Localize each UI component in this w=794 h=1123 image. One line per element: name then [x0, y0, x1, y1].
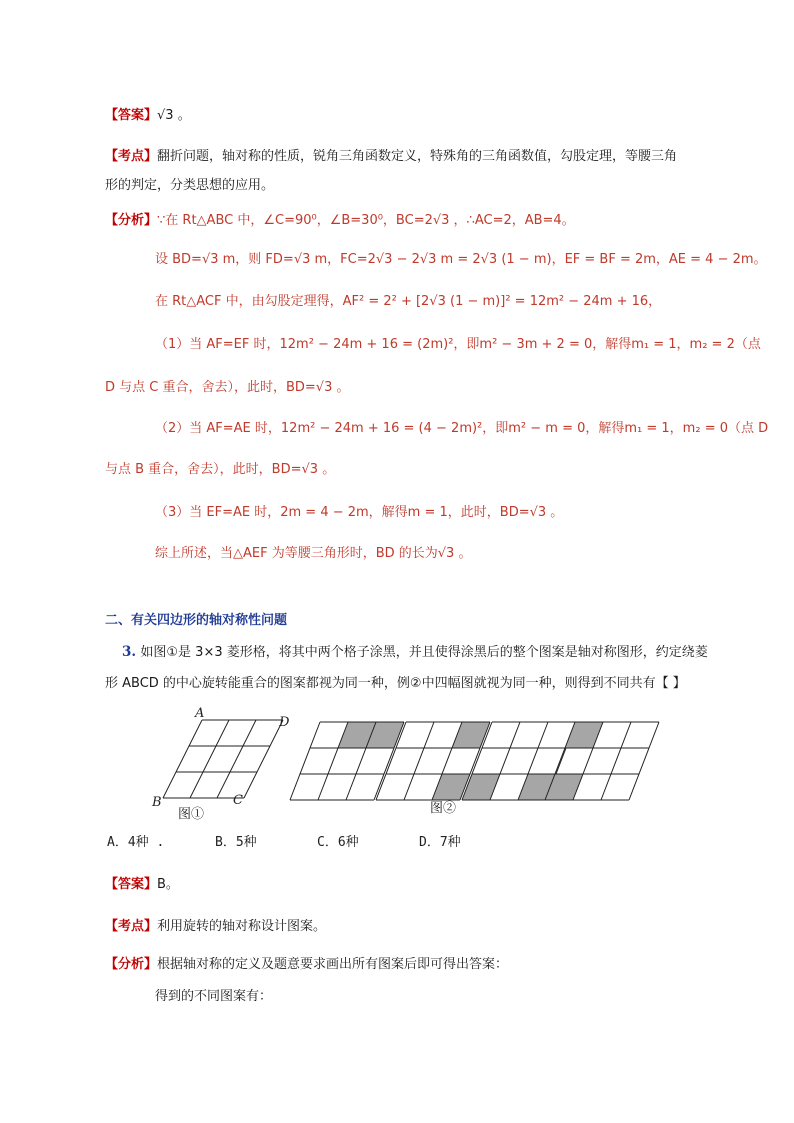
option-d: D．7种 — [419, 835, 461, 850]
question-number: 3. — [122, 644, 137, 660]
option-b: B．5种 — [215, 835, 257, 850]
label-d: D — [279, 715, 290, 730]
answer2-line — [105, 875, 179, 894]
section-title-text: 二、有关四边形的轴对称性问题 — [105, 613, 288, 628]
label-b: B — [152, 795, 162, 810]
fenxi-line-1 — [105, 211, 575, 230]
fenxi-text-9: 综上所述，当△AEF 为等腰三角形时，BD 的长为√3 。 — [155, 546, 472, 561]
option-a: A．4种 . — [107, 835, 165, 850]
fenxi-text-6: （2）当 AF=AE 时，12m² − 24m + 16 = (4 − 2m)²，即m² − m = 0，解得m₁ = 1，m₂ = 0（点 D — [155, 421, 769, 436]
grid-figure-1 — [163, 720, 283, 798]
grid-figure-2d — [545, 722, 659, 800]
question-text-1: 如图①是 3×3 菱形格，将其中两个格子涂黑，并且使得涂黑后的整个图案是轴对称图形，约定绕菱 — [140, 645, 708, 660]
fenxi2-text-2: 得到的不同图案有： — [155, 989, 273, 1004]
kaodian-text-2: 形的判定，分类思想的应用。 — [105, 178, 275, 193]
answer-line — [105, 106, 191, 125]
grid-line — [290, 722, 320, 800]
fenxi-text-5: D 与点 C 重合，舍去），此时，BD=√3 。 — [105, 380, 350, 395]
fenxi-text-3: 在 Rt△ACF 中，由勾股定理得，AF² = 2² + [2√3 (1 − m)]² = 12m² − 24m + 16， — [155, 294, 662, 309]
fenxi-line-8 — [155, 503, 563, 522]
grid-line — [318, 722, 348, 800]
fenxi2-line-2 — [155, 987, 272, 1006]
caption-1: 图① — [178, 807, 205, 822]
fenxi-tag: 【分析】 — [105, 213, 158, 228]
fenxi-line-7 — [105, 460, 335, 479]
label-c: C — [233, 793, 243, 808]
figure-2-grids — [290, 722, 659, 800]
kaodian2-tag: 【考点】 — [105, 919, 158, 934]
fenxi2-text: 根据轴对称的定义及题意要求画出所有图案后即可得出答案： — [157, 957, 509, 972]
question-text-2: 形 ABCD 的中心旋转能重合的图案都视为同一种，例②中四幅图就视为同一种，则得到不同共有【 】 — [105, 676, 686, 691]
fenxi-line-3 — [155, 292, 661, 311]
fenxi-text-1: ∵在 Rt△ABC 中，∠C=90⁰，∠B=30⁰，BC=2√3 ，∴AC=2，AB=4。 — [157, 213, 575, 228]
fenxi2-tag: 【分析】 — [105, 957, 158, 972]
question-line-2 — [105, 674, 686, 693]
kaodian-text-1: 翻折问题，轴对称的性质，锐角三角函数定义，特殊角的三角函数值，勾股定理，等腰三角 — [157, 149, 678, 164]
fenxi-line-4 — [155, 335, 761, 354]
kaodian-tag: 【考点】 — [105, 149, 158, 164]
shaded-cell — [452, 722, 490, 748]
section-title — [105, 611, 287, 630]
grid-figure-2a — [290, 722, 404, 800]
fenxi-line-6 — [155, 419, 768, 438]
figure-1-grid — [163, 720, 283, 798]
answer2-text: B。 — [157, 877, 179, 892]
fenxi2-line — [105, 955, 508, 974]
answer2-tag: 【答案】 — [105, 877, 158, 892]
fenxi-text-7: 与点 B 重合，舍去），此时，BD=√3 。 — [105, 462, 336, 477]
kaodian-line-1 — [105, 147, 677, 166]
fenxi-text-2: 设 BD=√3 m，则 FD=√3 m，FC=2√3 − 2√3 m = 2√3 (1 − m)，EF = BF = 2m，AE = 4 − 2m。 — [155, 252, 767, 267]
kaodian-line-2 — [105, 176, 274, 195]
options-row — [107, 833, 461, 852]
grid-line — [601, 722, 631, 800]
grid-line — [629, 722, 659, 800]
answer-text: √3 。 — [157, 108, 191, 123]
grid-line — [490, 722, 520, 800]
fenxi-text-8: （3）当 EF=AE 时，2m = 4 − 2m，解得m = 1，此时，BD=√3 。 — [155, 505, 564, 520]
kaodian2-text: 利用旋转的轴对称设计图案。 — [157, 919, 327, 934]
answer-tag: 【答案】 — [105, 108, 158, 123]
rhombus-grid-figure — [0, 700, 794, 840]
kaodian2-line — [105, 917, 326, 936]
grid-line — [404, 722, 434, 800]
caption-2: 图② — [430, 801, 457, 816]
fenxi-line-9 — [155, 544, 471, 563]
question-line-1 — [122, 643, 708, 662]
fenxi-line-5 — [105, 378, 350, 397]
shaded-cell — [565, 722, 603, 748]
fenxi-text-4: （1）当 AF=EF 时，12m² − 24m + 16 = (2m)²，即m² − 3m + 2 = 0，解得m₁ = 1，m₂ = 2（点 — [155, 337, 761, 352]
option-c: C．6种 — [317, 835, 359, 850]
fenxi-line-2 — [155, 250, 767, 269]
label-a: A — [195, 706, 205, 721]
